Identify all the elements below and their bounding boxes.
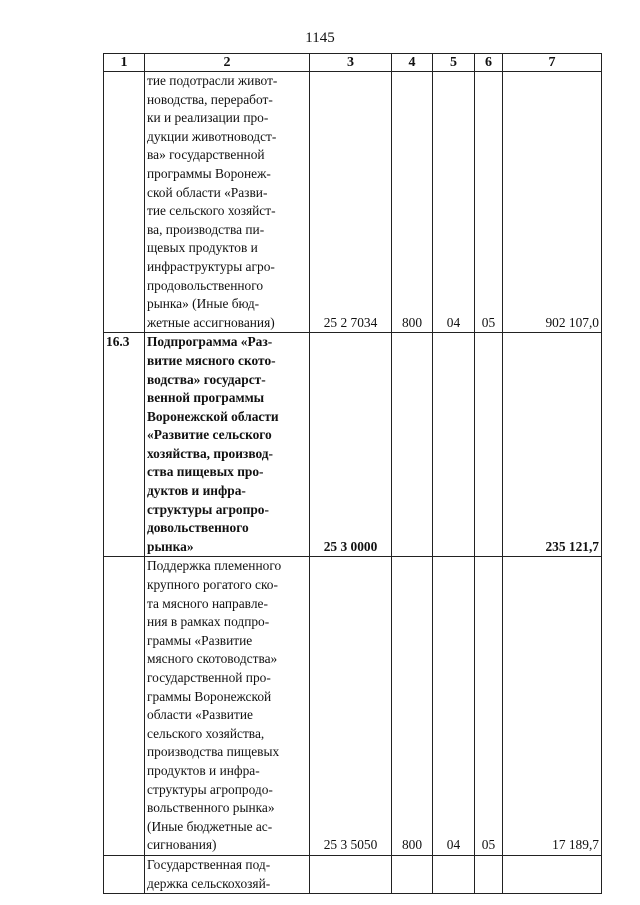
row-amount: 235 121,7: [503, 333, 602, 557]
row-subsection: [475, 333, 503, 557]
row-classification-code: 25 2 7034: [310, 72, 392, 333]
header-row: [104, 54, 602, 72]
table-row: [104, 557, 602, 856]
header-col-7: 7: [503, 54, 602, 72]
row-amount: [503, 855, 602, 893]
row-expense-type: 800: [392, 557, 433, 856]
row-number: [104, 557, 145, 856]
budget-table: [103, 53, 602, 894]
header-col-2: 2: [145, 54, 310, 72]
table-row: [104, 855, 602, 893]
row-amount: 902 107,0: [503, 72, 602, 333]
row-section: [433, 333, 475, 557]
row-subsection: 05: [475, 72, 503, 333]
row-description: тие подотрасли живот- новодства, переработ- ки и реализации про- дукции животноводст- ва» государственной программы Воронеж- ской области «Разви- тие сельского хозяйст- ва, производства пи- щевых продуктов и инфраструктуры агро- продовольственного рынка» (Иные бюд- жетные ассигнования): [145, 72, 310, 333]
row-number: [104, 855, 145, 893]
row-classification-code: 25 3 5050: [310, 557, 392, 856]
row-expense-type: [392, 333, 433, 557]
row-section: 04: [433, 72, 475, 333]
header-col-5: 5: [433, 54, 475, 72]
row-description: Государственная под- держка сельскохозяй-: [145, 855, 310, 893]
row-expense-type: [392, 855, 433, 893]
row-classification-code: [310, 855, 392, 893]
row-amount: 17 189,7: [503, 557, 602, 856]
row-description: Подпрограмма «Раз- витие мясного ското- водства» государст- венной программы Воронежской области «Развитие сельского хозяйства, производ- ства пищевых про- дуктов и инфра- структуры агропро- довольственного рынка»: [145, 333, 310, 557]
row-subsection: [475, 855, 503, 893]
header-col-3: 3: [310, 54, 392, 72]
row-classification-code: 25 3 0000: [310, 333, 392, 557]
header-col-1: 1: [104, 54, 145, 72]
row-section: [433, 855, 475, 893]
table-row: [104, 72, 602, 333]
header-col-4: 4: [392, 54, 433, 72]
row-subsection: 05: [475, 557, 503, 856]
header-col-6: 6: [475, 54, 503, 72]
row-number: 16.3: [104, 333, 145, 557]
row-section: 04: [433, 557, 475, 856]
row-description: Поддержка племенного крупного рогатого ско- та мясного направле- ния в рамках подпро- граммы «Развитие мясного скотоводства» государственной про- граммы Воронежской области «Развитие сельского хозяйства, производства пищевых продуктов и инфра- структуры агропродо- вольственного рынка» (Иные бюджетные ас- сигнования): [145, 557, 310, 856]
row-expense-type: 800: [392, 72, 433, 333]
row-number: [104, 72, 145, 333]
page-number: 1145: [305, 30, 335, 46]
table-row: [104, 333, 602, 557]
